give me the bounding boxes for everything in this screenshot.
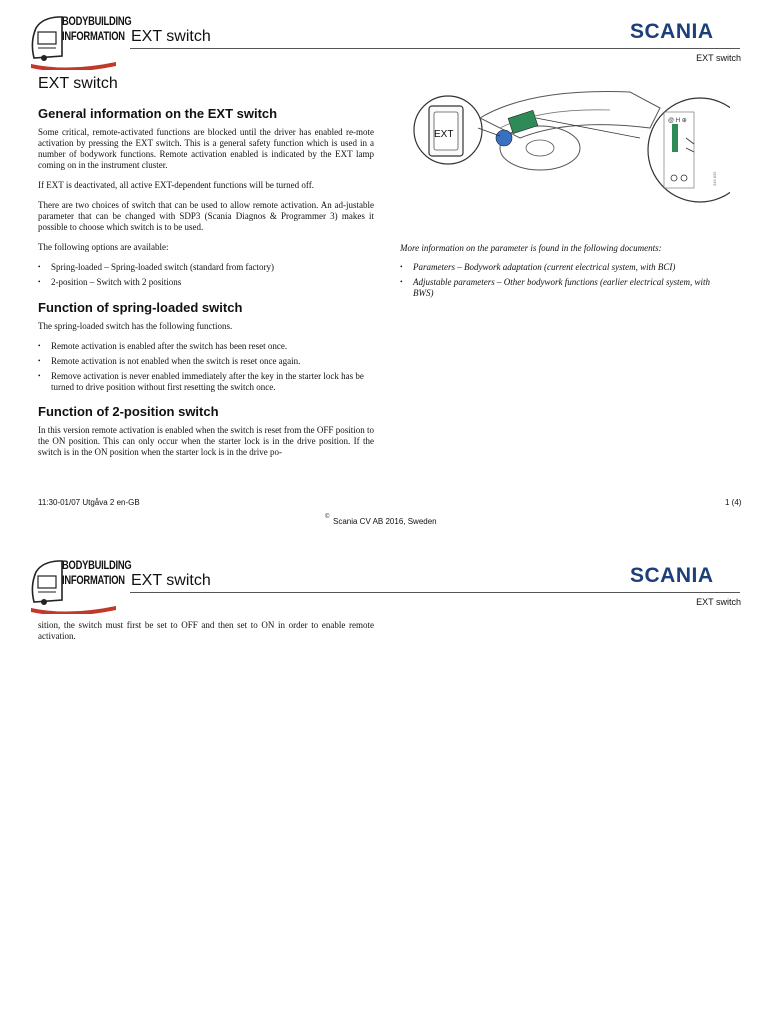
paragraph-general-4: The following options are available: (38, 242, 169, 252)
footer-copyright: Scania CV AB 2016, Sweden (333, 517, 437, 526)
document-title: EXT switch (38, 75, 118, 92)
section-heading-general: General information on the EXT switch (38, 106, 278, 121)
bodybuilding-logo-page2 (28, 556, 132, 614)
paragraph-general-3: There are two choices of switch that can be used to allow remote activation. An ad-justable parameter that can be changed with SDP3 (Scania Diagnos & Programmer 3) makes it possible to choose which switch is to be used. (38, 200, 374, 232)
header-subtitle-page2: EXT switch (696, 597, 741, 607)
ext-switch-figure (410, 78, 730, 208)
list-item: • 2-position – Switch with 2 positions (38, 277, 374, 288)
paragraph-spring-intro: The spring-loaded switch has the following functions. (38, 321, 233, 331)
more-info-list (400, 262, 730, 303)
logo-line2: INFORMATION (62, 573, 125, 587)
ext-switch-label: EXT (434, 129, 454, 140)
list-item: • Adjustable parameters – Other bodywork functions (earlier electrical system, with BWS) (400, 277, 730, 299)
scania-logo-page2: SCANIA (630, 564, 714, 587)
paragraph-continuation: sition, the switch must first be set to OFF and then set to ON in order to enable remote activation. (38, 620, 374, 641)
logo-line1: BODYBUILDING (62, 558, 132, 572)
footer-page-number: 1 (4) (725, 498, 742, 507)
spring-functions-list (38, 341, 374, 397)
header-subtitle: EXT switch (696, 53, 741, 63)
bodybuilding-logo (28, 12, 132, 70)
copyright-symbol: © (325, 514, 330, 520)
figure-id: 345 835 (712, 171, 717, 186)
section-heading-2position: Function of 2-position switch (38, 404, 219, 419)
section-heading-spring: Function of spring-loaded switch (38, 300, 243, 315)
more-info-intro: More information on the parameter is found in the following documents: (400, 243, 662, 253)
scania-logo: SCANIA (630, 20, 714, 43)
logo-line2: INFORMATION (62, 29, 125, 43)
header-divider-page2 (130, 592, 740, 593)
paragraph-2position: In this version remote activation is enabled when the switch is reset from the OFF position to the ON position. This can only occur when the starter lock is in the drive position. If the switch is in the ON position when the starter lock is in the drive po- (38, 425, 374, 457)
list-item: • Remote activation is enabled after the switch has been reset once. (38, 341, 374, 352)
list-item: • Spring-loaded – Spring-loaded switch (standard from factory) (38, 262, 374, 273)
list-item: • Parameters – Bodywork adaptation (current electrical system, with BCI) (400, 262, 730, 273)
paragraph-general-1: Some critical, remote-activated functions are blocked until the driver has enabled re-mote activation by pressing the EXT switch. This is a general safety function which is used in a number of bodywork functions. Remote activation enabled is indicated by the EXT lamp coming on in the instrument cluster. (38, 127, 374, 170)
logo-line1: BODYBUILDING (62, 14, 132, 28)
list-item: • Remove activation is never enabled immediately after the key in the starter lock has be turned to drive position without first resetting the switch once. (38, 371, 374, 393)
dashboard-illustration-icon (410, 78, 730, 208)
header-title: EXT switch (131, 28, 211, 45)
list-item: • Remote activation is not enabled when the switch is reset once again. (38, 356, 374, 367)
options-list (38, 262, 374, 292)
header-divider (130, 48, 740, 49)
footer-version: 11:30-01/07 Utgåva 2 en-GB (38, 498, 140, 507)
header-title-page2: EXT switch (131, 572, 211, 589)
paragraph-general-2: If EXT is deactivated, all active EXT-dependent functions will be turned off. (38, 180, 314, 190)
svg-text:@ H ⊕: @ H ⊕ (668, 118, 687, 124)
